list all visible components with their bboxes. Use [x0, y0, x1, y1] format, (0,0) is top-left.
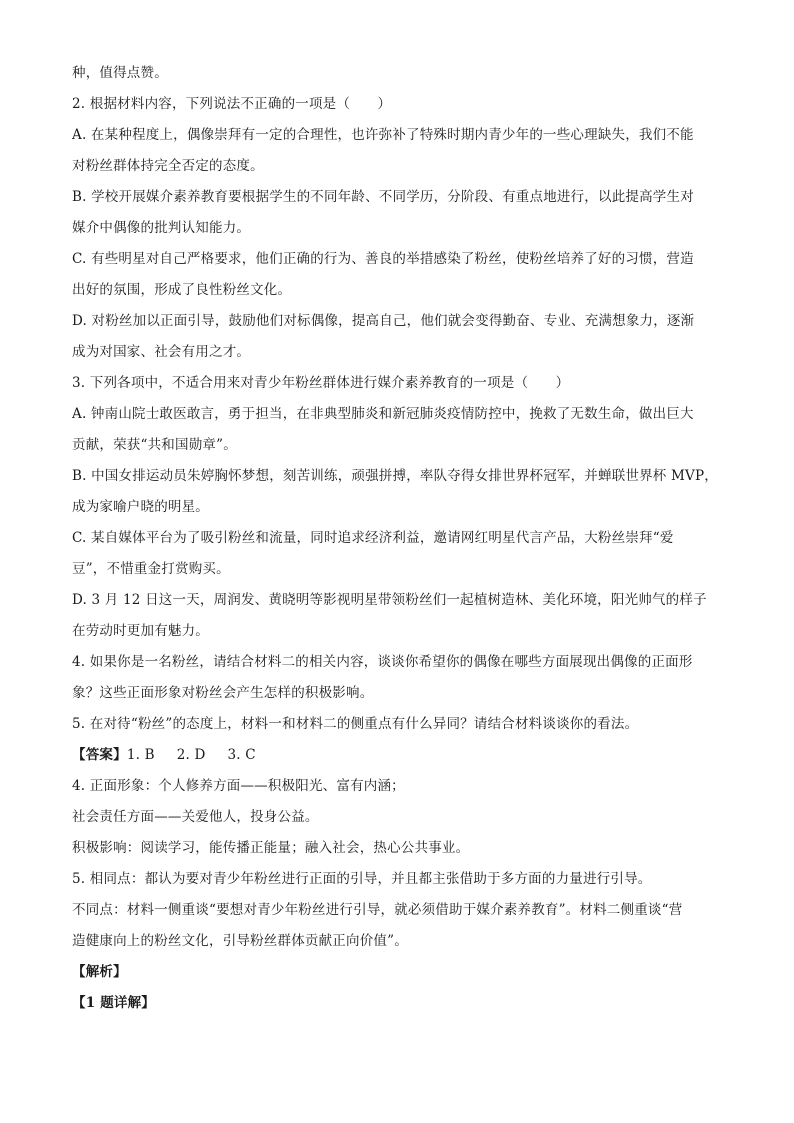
question-3: 3. 下列各项中，不适合用来对青少年粉丝群体进行媒介素养教育的一项是（ ）: [72, 375, 570, 391]
answer-line: [72, 740, 722, 771]
text-line: 象？这些正面形象对粉丝会产生怎样的积极影响。: [72, 685, 374, 701]
answer-item: 1. B: [126, 747, 155, 763]
answer-tag: 【答案】: [72, 747, 127, 763]
analysis-tag: 【解析】: [72, 964, 127, 980]
detail-tag: 【1 题详解】: [72, 995, 155, 1011]
answer-text-line: 不同点：材料一侧重谈“要想对青少年粉丝进行引导，就必须借助于媒介素养教育”。材料二侧重谈“营: [72, 902, 683, 918]
answer-text-line: 4. 正面形象：个人修养方面——积极阳光、富有内涵；: [72, 778, 405, 794]
text-line: 成为对国家、社会有用之才。: [72, 344, 251, 360]
text-line: 种，值得点赞。: [72, 65, 168, 81]
text-line: 对粉丝群体持完全否定的态度。: [72, 158, 264, 174]
text-line: 媒介中偶像的批判认知能力。: [72, 220, 251, 236]
question-2: 2. 根据材料内容，下列说法不正确的一项是（ ）: [72, 96, 392, 112]
text-line: 出好的氛围，形成了良性粉丝文化。: [72, 282, 292, 298]
analysis-heading: [72, 957, 722, 988]
text-line: 在劳动时更加有魅力。: [72, 623, 209, 639]
question-4: 4. 如果你是一名粉丝，请结合材料二的相关内容，谈谈你希望你的偶像在哪些方面展现出偶像的正面形: [72, 654, 693, 670]
text-line: 成为家喻户晓的明星。: [72, 499, 209, 515]
answer-text-line: 5. 相同点：都认为要对青少年粉丝进行正面的引导，并且都主张借助于多方面的力量进行引导。: [72, 871, 652, 887]
text-line: B. 学校开展媒介素养教育要根据学生的不同年龄、不同学历，分阶段、有重点地进行，以此提高学生对: [72, 189, 694, 205]
text-line: A. 在某种程度上，偶像崇拜有一定的合理性，也许弥补了特殊时期内青少年的一些心理缺失，我们不能: [72, 127, 694, 143]
text-line: B. 中国女排运动员朱婷胸怀梦想，刻苦训练，顽强拼搏，率队夺得女排世界杯冠军，并蝉联世界杯 MVP，: [72, 468, 718, 484]
answer-text-line: 社会责任方面——关爱他人，投身公益。: [72, 809, 319, 825]
answer-text-line: 积极影响：阅读学习，能传播正能量；融入社会，热心公共事业。: [72, 840, 470, 856]
text-line: A. 钟南山院士敢医敢言，勇于担当，在非典型肺炎和新冠肺炎疫情防控中，挽救了无数生命，做出巨大: [72, 406, 694, 422]
text-line: C. 有些明星对自己严格要求，他们正确的行为、善良的举措感染了粉丝，使粉丝培养了好的习惯，营造: [72, 251, 694, 267]
text-line: 贡献，荣获“共和国勋章”。: [72, 437, 237, 453]
detail-heading: [72, 988, 722, 1019]
text-line: C. 某自媒体平台为了吸引粉丝和流量，同时追求经济利益，邀请网红明星代言产品，大粉丝崇拜“爱: [72, 530, 674, 546]
answer-item: 3. C: [227, 747, 256, 763]
text-line: D. 对粉丝加以正面引导，鼓励他们对标偶像，提高自己，他们就会变得勤奋、专业、充满想象力，逐渐: [72, 313, 695, 329]
answer-text-line: 造健康向上的粉丝文化，引导粉丝群体贡献正向价值”。: [72, 933, 408, 949]
question-5: 5. 在对待“粉丝”的态度上，材料一和材料二的侧重点有什么异同？请结合材料谈谈你的看法。: [72, 716, 639, 732]
text-line: D. 3 月 12 日这一天，周润发、黄晓明等影视明星带领粉丝们一起植树造林、美化环境，阳光帅气的样子: [72, 592, 707, 608]
text-line: 豆”，不惜重金打赏购买。: [72, 561, 230, 577]
answer-item: 2. D: [176, 747, 206, 763]
document-page: [72, 58, 722, 1019]
